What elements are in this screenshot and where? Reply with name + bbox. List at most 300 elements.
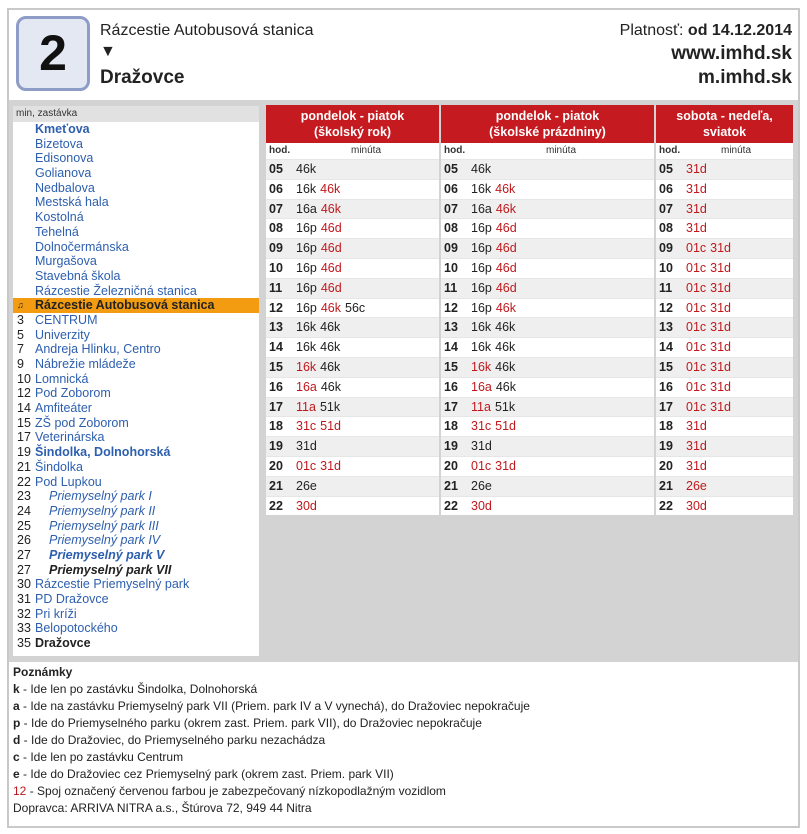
departure[interactable]: 16k <box>296 340 317 355</box>
departure[interactable]: 16k <box>296 181 317 196</box>
departure-minutes <box>471 437 496 457</box>
schedule-row <box>266 337 439 357</box>
departure[interactable]: 16k <box>296 320 317 335</box>
departure-hour: 13 <box>269 320 283 335</box>
departure[interactable]: 26e <box>296 478 317 493</box>
departure[interactable]: 16k <box>471 340 492 355</box>
departure-minutes <box>686 279 735 299</box>
departure-low-floor[interactable]: 51d <box>320 419 342 434</box>
departure[interactable]: 51k <box>494 399 516 414</box>
stop-item[interactable] <box>13 313 259 328</box>
departure[interactable]: 56c <box>345 300 366 315</box>
departure[interactable]: 46k <box>296 162 317 176</box>
departure-hour: 12 <box>659 300 673 315</box>
departure-minutes <box>471 219 521 239</box>
departure-low-floor[interactable]: 51d <box>495 419 517 434</box>
departure-hour: 14 <box>269 340 283 355</box>
stop-minutes: 30 <box>17 577 31 592</box>
departure[interactable]: 46k <box>320 359 341 374</box>
schedule-column <box>441 105 654 515</box>
departure-hour: 10 <box>269 260 283 275</box>
departure-low-floor[interactable]: 11a <box>471 399 491 414</box>
column-title-line2: sviatok <box>702 125 747 139</box>
stop-minutes: 26 <box>17 533 31 548</box>
departure[interactable]: 16p <box>471 221 492 236</box>
stop-name: Priemyselný park II <box>49 503 156 518</box>
stop-minutes: 12 <box>17 386 31 401</box>
stop-name: Pod Zoborom <box>35 386 111 401</box>
departure-low-floor[interactable]: 46d <box>495 260 517 275</box>
departure-low-floor[interactable]: 46d <box>495 280 517 295</box>
stop-item[interactable] <box>13 636 259 651</box>
departure[interactable]: 16p <box>471 280 492 295</box>
departure-hour: 05 <box>444 162 458 176</box>
stop-name: Tehelná <box>35 224 79 239</box>
departure[interactable]: 16p <box>296 241 317 256</box>
stop-name: PD Dražovce <box>35 592 109 606</box>
departure-low-floor[interactable]: 31d <box>710 399 732 414</box>
departure-low-floor[interactable]: 01c <box>686 280 707 295</box>
departure-hour: 07 <box>659 201 673 216</box>
departure-minutes <box>296 299 369 319</box>
departure-low-floor[interactable]: 31d <box>710 260 732 275</box>
departure[interactable]: 46k <box>495 320 516 335</box>
departure-minutes <box>296 417 345 437</box>
schedule-row <box>266 278 439 298</box>
departure-hour: 19 <box>659 439 673 454</box>
departure-low-floor[interactable]: 46k <box>320 181 341 196</box>
stop-item[interactable] <box>13 475 259 490</box>
stop-name: Priemyselný park VII <box>49 562 172 577</box>
departure-hour: 09 <box>659 241 673 256</box>
departure-low-floor[interactable]: 46k <box>320 300 342 315</box>
schedule-row <box>266 416 439 436</box>
notes-title: Poznámky <box>13 665 73 679</box>
stop-item[interactable] <box>13 328 259 343</box>
departure-hour: 15 <box>269 359 283 374</box>
departure-hour: 05 <box>269 162 283 176</box>
note-text: - Ide na zastávku Priemyselný park VII (Priem. park IV a V vynechá), do Dražoviec nepokračuje <box>19 699 530 713</box>
departure-low-floor[interactable]: 31d <box>710 280 732 295</box>
note-text: - Spoj označený červenou farbou je zabezpečovaný nízkopodlažným vozidlom <box>26 784 446 798</box>
stop-name: Veterinárska <box>35 430 105 445</box>
schedule-row <box>656 397 793 417</box>
departure-low-floor[interactable]: 31d <box>710 320 732 335</box>
schedule-row <box>441 298 654 318</box>
stop-minutes: 10 <box>17 371 31 386</box>
departure-minutes <box>471 378 520 398</box>
schedule-row <box>266 199 439 219</box>
departure-minutes <box>686 398 735 418</box>
schedule-row <box>266 179 439 199</box>
departure-low-floor[interactable]: 01c <box>471 458 492 473</box>
departure-minutes <box>296 160 320 180</box>
departure-low-floor[interactable]: 31d <box>686 458 707 473</box>
stop-name: Andreja Hlinku, Centro <box>35 342 161 357</box>
schedule-row <box>441 357 654 377</box>
stop-item[interactable] <box>13 504 259 519</box>
stop-minutes: 19 <box>17 445 31 460</box>
schedule-row <box>441 476 654 496</box>
departure-hour: 22 <box>269 498 283 513</box>
departure-hour: 08 <box>444 221 458 236</box>
departure-low-floor[interactable]: 31c <box>296 419 317 434</box>
departure-minutes <box>686 378 735 398</box>
schedule-row <box>656 278 793 298</box>
stop-item[interactable] <box>13 254 259 269</box>
schedule-column <box>266 105 439 515</box>
stop-item[interactable] <box>13 166 259 181</box>
schedule-column-header <box>656 105 793 143</box>
departure-low-floor[interactable]: 31d <box>495 458 517 473</box>
stop-item[interactable] <box>13 386 259 401</box>
departure-minutes <box>296 180 344 200</box>
departure-low-floor[interactable]: 30d <box>686 498 707 513</box>
note-item <box>13 681 798 698</box>
stop-minutes: 7 <box>17 342 24 357</box>
departure[interactable]: 16p <box>296 221 317 236</box>
stop-minutes: 15 <box>17 415 31 430</box>
departure-low-floor[interactable]: 30d <box>296 498 317 513</box>
departure-minutes <box>296 279 346 299</box>
stop-item[interactable] <box>13 181 259 196</box>
departure-low-floor[interactable]: 16a <box>471 379 492 394</box>
departure-minutes <box>296 378 345 398</box>
stops-list-header: min, zastávka <box>13 106 259 122</box>
stop-item[interactable] <box>13 357 259 372</box>
schedule-row <box>266 397 439 417</box>
departure[interactable]: 26e <box>471 478 492 493</box>
departure-minutes <box>686 259 735 279</box>
departure-low-floor[interactable]: 01c <box>686 260 707 275</box>
schedule-row <box>266 436 439 456</box>
stop-name: Stavebná škola <box>35 268 121 283</box>
departure-low-floor[interactable]: 31d <box>686 419 707 434</box>
schedule-row <box>656 317 793 337</box>
note-item <box>13 698 798 715</box>
stop-item[interactable] <box>13 342 259 357</box>
column-subheader <box>441 143 654 159</box>
departure-minutes <box>471 417 520 437</box>
stop-name: Univerzity <box>35 327 90 342</box>
departure-minutes <box>471 497 496 517</box>
departure[interactable]: 51k <box>319 399 341 414</box>
departure[interactable]: 46k <box>495 379 517 394</box>
schedule-row <box>266 258 439 278</box>
column-title-line1: sobota - nedeľa, <box>676 109 773 123</box>
stop-name: Pri kríži <box>35 606 77 621</box>
departure-low-floor[interactable]: 31d <box>320 458 342 473</box>
stop-item[interactable] <box>13 151 259 166</box>
departure-low-floor[interactable]: 31d <box>710 241 732 256</box>
departure[interactable]: 46k <box>471 162 492 176</box>
departure-hour: 07 <box>444 201 458 216</box>
departure-minutes <box>686 417 711 437</box>
stop-item[interactable] <box>13 563 259 578</box>
schedule-row <box>266 218 439 238</box>
stop-item[interactable] <box>13 533 259 548</box>
departure-low-floor[interactable]: 01c <box>686 320 707 335</box>
schedule-row <box>656 159 793 179</box>
stop-item[interactable] <box>13 401 259 416</box>
departure-hour: 12 <box>444 300 458 315</box>
departure-hour: 06 <box>659 181 673 196</box>
note-item <box>13 766 798 783</box>
departure[interactable]: 31d <box>471 439 492 454</box>
note-key: d <box>13 733 21 747</box>
departure-minutes <box>296 457 345 477</box>
departure[interactable]: 46k <box>320 320 341 335</box>
timetable-page <box>7 8 800 828</box>
departure-low-floor[interactable]: 31d <box>710 300 732 315</box>
note-key: a <box>13 699 20 713</box>
departure-low-floor[interactable]: 46k <box>495 181 516 196</box>
departure-hour: 08 <box>659 221 673 236</box>
departure[interactable]: 16p <box>471 300 492 315</box>
stop-item[interactable] <box>13 240 259 255</box>
schedule-row <box>441 377 654 397</box>
stop-item[interactable] <box>13 489 259 504</box>
schedule-row <box>656 179 793 199</box>
stop-item-current <box>13 298 259 313</box>
note-text: - Ide len po zastávku Šindolka, Dolnohorská <box>19 682 258 696</box>
schedule-row <box>441 218 654 238</box>
stop-item[interactable] <box>13 577 259 592</box>
departure-minutes <box>296 477 321 497</box>
departure-minutes <box>686 299 735 319</box>
timetable-header <box>9 10 798 100</box>
departure[interactable]: 46k <box>320 340 341 355</box>
departure-low-floor[interactable]: 01c <box>686 399 707 414</box>
departure-minutes <box>471 477 496 497</box>
website-link[interactable]: www.imhd.sk <box>671 43 792 64</box>
departure-low-floor[interactable]: 46d <box>320 221 342 236</box>
departure[interactable]: 16a <box>471 201 492 216</box>
departure[interactable]: 16p <box>471 260 492 275</box>
departure-low-floor[interactable]: 01c <box>686 241 707 256</box>
stop-item[interactable] <box>13 592 259 607</box>
schedule-row <box>441 179 654 199</box>
schedule-row <box>441 159 654 179</box>
hour-label: hod. <box>659 145 681 156</box>
departure-low-floor[interactable]: 46d <box>495 241 517 256</box>
stop-item[interactable] <box>13 372 259 387</box>
departure-hour: 17 <box>444 399 458 414</box>
schedule-row <box>656 476 793 496</box>
departure-hour: 18 <box>659 419 673 434</box>
departure-low-floor[interactable]: 31d <box>686 162 707 176</box>
stop-name: Dolnočermánska <box>35 239 129 254</box>
departure-low-floor[interactable]: 46d <box>320 241 342 256</box>
stop-name: Murgašova <box>35 254 97 269</box>
stop-item[interactable] <box>13 460 259 475</box>
departure[interactable]: 16k <box>471 181 492 196</box>
stop-item[interactable] <box>13 548 259 563</box>
departure[interactable]: 16p <box>296 300 317 315</box>
departure-low-floor[interactable]: 31d <box>710 379 732 394</box>
departure-hour: 18 <box>444 419 458 434</box>
departure-minutes <box>471 318 519 338</box>
departure-low-floor[interactable]: 01c <box>686 359 707 374</box>
stop-item[interactable] <box>13 621 259 636</box>
carrier-info: Dopravca: ARRIVA NITRA a.s., Štúrova 72, 949 44 Nitra <box>13 801 312 815</box>
departure-minutes <box>686 477 711 497</box>
departure-minutes <box>296 200 345 220</box>
stop-minutes: 21 <box>17 459 31 474</box>
destination-name: Dražovce <box>100 67 185 88</box>
departure[interactable]: 46k <box>495 359 516 374</box>
departure-low-floor[interactable]: 01c <box>686 340 707 355</box>
stop-name: CENTRUM <box>35 312 98 327</box>
stop-item[interactable] <box>13 430 259 445</box>
departure-hour: 16 <box>659 379 673 394</box>
departure[interactable]: 31d <box>296 439 317 454</box>
departure-hour: 10 <box>444 260 458 275</box>
departure-minutes <box>686 497 711 517</box>
departure-low-floor[interactable]: 46d <box>320 260 342 275</box>
departure-low-floor[interactable]: 46k <box>495 201 517 216</box>
stop-minutes: 27 <box>17 562 31 577</box>
schedule-row <box>441 238 654 258</box>
stop-name: Bizetova <box>35 136 83 151</box>
stop-item[interactable] <box>13 445 259 460</box>
departure-hour: 09 <box>269 241 283 256</box>
schedule-row <box>441 337 654 357</box>
departure[interactable]: 16p <box>296 280 317 295</box>
stop-name: Mestská hala <box>35 195 109 210</box>
schedule-row <box>441 397 654 417</box>
departure-low-floor[interactable]: 16k <box>471 359 492 374</box>
departure-low-floor[interactable]: 01c <box>686 379 707 394</box>
schedule-row <box>441 496 654 516</box>
departure-minutes <box>471 457 520 477</box>
departure-low-floor[interactable]: 31d <box>710 359 732 374</box>
departure-minutes <box>686 318 735 338</box>
stop-name: Rázcestie Priemyselný park <box>35 577 190 592</box>
schedule-row <box>266 298 439 318</box>
departure-hour: 14 <box>444 340 458 355</box>
departure-hour: 06 <box>269 181 283 196</box>
stop-item[interactable] <box>13 137 259 152</box>
departure-hour: 10 <box>659 260 673 275</box>
departure-low-floor[interactable]: 16k <box>296 359 317 374</box>
departure-low-floor[interactable]: 31d <box>686 181 707 196</box>
schedule-column <box>656 105 793 515</box>
departure-hour: 12 <box>269 300 283 315</box>
departure-minutes <box>296 239 346 259</box>
departure[interactable]: 16p <box>296 260 317 275</box>
stop-name: Nábrežie mládeže <box>35 357 136 371</box>
stop-item[interactable] <box>13 225 259 240</box>
departure-low-floor[interactable]: 31d <box>710 340 732 355</box>
departure-low-floor[interactable]: 46d <box>320 280 342 295</box>
departure-low-floor[interactable]: 31c <box>471 419 492 434</box>
stop-item[interactable] <box>13 269 259 284</box>
stop-minutes: 32 <box>17 606 31 621</box>
schedule-row <box>656 218 793 238</box>
stop-name: Priemyselný park V <box>49 547 165 562</box>
schedule-row <box>441 436 654 456</box>
stop-name: Amfiteáter <box>35 401 92 416</box>
schedule-row <box>441 317 654 337</box>
validity-info <box>620 22 792 40</box>
note-key: 12 <box>13 784 27 798</box>
departure-minutes <box>471 200 520 220</box>
departure-hour: 17 <box>269 399 283 414</box>
departure-low-floor[interactable]: 46d <box>495 221 517 236</box>
schedule-row <box>656 456 793 476</box>
hour-label: hod. <box>269 145 291 156</box>
departure-low-floor[interactable]: 31d <box>686 201 707 216</box>
stop-name: ZŠ pod Zoborom <box>35 415 129 430</box>
minute-label: minúta <box>721 145 752 156</box>
schedule-row <box>266 377 439 397</box>
note-text: - Ide do Dražoviec, do Priemyselného parku nezachádza <box>20 733 326 747</box>
departure-low-floor[interactable]: 46k <box>320 201 342 216</box>
schedule-row <box>441 278 654 298</box>
stop-item[interactable] <box>13 195 259 210</box>
departure-hour: 15 <box>659 359 673 374</box>
schedule-row <box>266 476 439 496</box>
column-subheader <box>656 143 793 159</box>
departure-low-floor[interactable]: 16a <box>296 379 317 394</box>
stop-name: Šindolka <box>35 459 83 474</box>
stop-item[interactable] <box>13 210 259 225</box>
departure[interactable]: 46k <box>495 340 516 355</box>
departure-low-floor[interactable]: 31d <box>686 439 707 454</box>
departure[interactable]: 16k <box>471 320 492 335</box>
departure[interactable]: 46k <box>320 379 342 394</box>
departure[interactable]: 16a <box>296 201 317 216</box>
schedule-row <box>266 238 439 258</box>
schedule-row <box>441 416 654 436</box>
note-text: - Ide do Dražoviec cez Priemyselný park (okrem zast. Priem. park VII) <box>19 767 394 781</box>
stops-list <box>13 106 259 656</box>
departure-low-floor[interactable]: 01c <box>296 458 317 473</box>
departure-hour: 11 <box>659 280 673 295</box>
departure-low-floor[interactable]: 01c <box>686 300 707 315</box>
schedule-column-header <box>441 105 654 143</box>
stop-item[interactable] <box>13 416 259 431</box>
departure-minutes <box>296 318 344 338</box>
departure-low-floor[interactable]: 30d <box>471 498 492 513</box>
departure-low-floor[interactable]: 11a <box>296 399 316 414</box>
stop-item[interactable] <box>13 519 259 534</box>
departure-hour: 15 <box>444 359 458 374</box>
mobile-website-link[interactable]: m.imhd.sk <box>698 67 792 88</box>
schedule-row <box>656 416 793 436</box>
departure-minutes <box>296 259 346 279</box>
stop-item[interactable] <box>13 122 259 137</box>
stop-minutes: 9 <box>17 357 24 371</box>
departure-hour: 19 <box>444 439 458 454</box>
departure[interactable]: 16p <box>471 241 492 256</box>
stop-item[interactable] <box>13 284 259 299</box>
departure-minutes <box>296 338 344 358</box>
departure-low-floor[interactable]: 46k <box>495 300 517 315</box>
stop-name: Rázcestie Železničná stanica <box>35 283 197 298</box>
departure-hour: 21 <box>269 478 283 493</box>
stop-item[interactable] <box>13 607 259 622</box>
stop-name: Golianova <box>35 166 92 181</box>
departure-minutes <box>471 160 495 180</box>
departure-minutes <box>686 457 711 477</box>
departure-low-floor[interactable]: 26e <box>686 478 707 493</box>
departure-hour: 07 <box>269 201 283 216</box>
schedule-row <box>656 258 793 278</box>
stop-minutes: 27 <box>17 547 31 562</box>
departure-low-floor[interactable]: 31d <box>686 221 707 236</box>
